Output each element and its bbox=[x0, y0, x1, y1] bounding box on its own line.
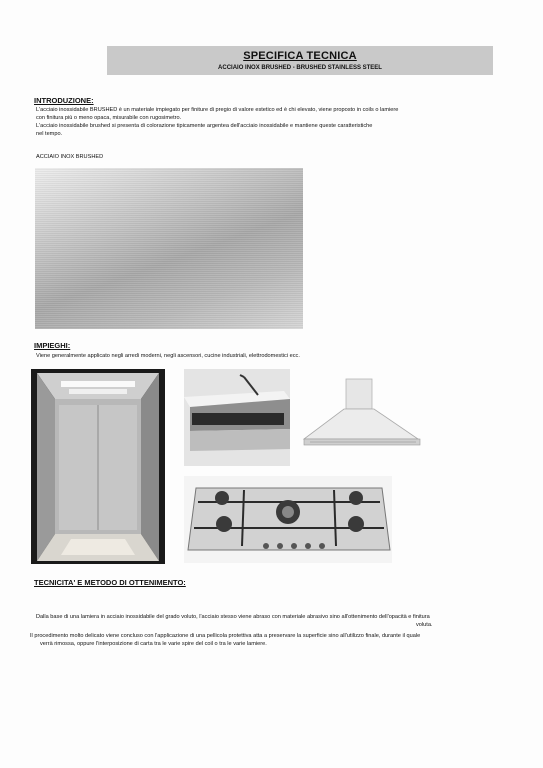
technique-paragraph-1 bbox=[36, 613, 486, 629]
intro-paragraph bbox=[36, 106, 466, 138]
elevator-interior-image bbox=[31, 369, 165, 564]
technique-line-2: voluta. bbox=[416, 622, 433, 628]
intro-line-3: L'acciaio inossidabile brushed si presenta di colorazione tipicamente argentea dell'acciaio inossidabile e mantiene queste caratteristiche bbox=[36, 123, 373, 129]
intro-heading: INTRODUZIONE: bbox=[34, 96, 94, 105]
sample-caption: ACCIAIO INOX BRUSHED bbox=[36, 154, 104, 160]
document-title: SPECIFICA TECNICA bbox=[243, 50, 357, 62]
intro-line-2: con finitura più o meno opaca, misurabile con rugosimetro. bbox=[36, 115, 182, 121]
brushed-steel-sample-image bbox=[35, 168, 303, 329]
technique-line-4: verrà rimossa, oppure l'interposizione di carta tra le varie spire del coil o tra le varie lamiere. bbox=[40, 641, 267, 647]
technique-paragraph-2 bbox=[30, 632, 490, 648]
cooker-hood-image bbox=[300, 373, 426, 458]
intro-line-1: L'acciaio inossidabile BRUSHED è un materiale impiegato per finiture di pregio di valore estetico ed è chi elevato, viene proposto in coils o lamiere bbox=[36, 107, 399, 113]
document-subtitle: ACCIAIO INOX BRUSHED - BRUSHED STAINLESS STEEL bbox=[218, 65, 382, 71]
gas-hob-image bbox=[184, 476, 392, 563]
uses-text: Viene generalmente applicato negli arredi moderni, negli ascensori, cucine industriali, elettrodomestici ecc. bbox=[36, 353, 300, 359]
intro-line-4: nel tempo. bbox=[36, 131, 63, 137]
title-band bbox=[107, 46, 493, 75]
technique-line-1: Dalla base di una lamiera in acciaio inossidabile del grado voluto, l'acciaio stesso viene abraso con materiale abrasivo sino all'ottenimento dell'opacità e finitura bbox=[36, 614, 430, 620]
technique-line-3: Il procedimento molto delicato viene concluso con l'applicazione di una pellicola protettiva atta a preservare la superficie sino all'utilizzo finale, durante il quale bbox=[30, 633, 421, 639]
technique-heading: TECNICITA' E METODO DI OTTENIMENTO: bbox=[34, 578, 186, 587]
uses-heading: IMPIEGHI: bbox=[34, 341, 71, 350]
stainless-sink-image bbox=[184, 369, 290, 466]
